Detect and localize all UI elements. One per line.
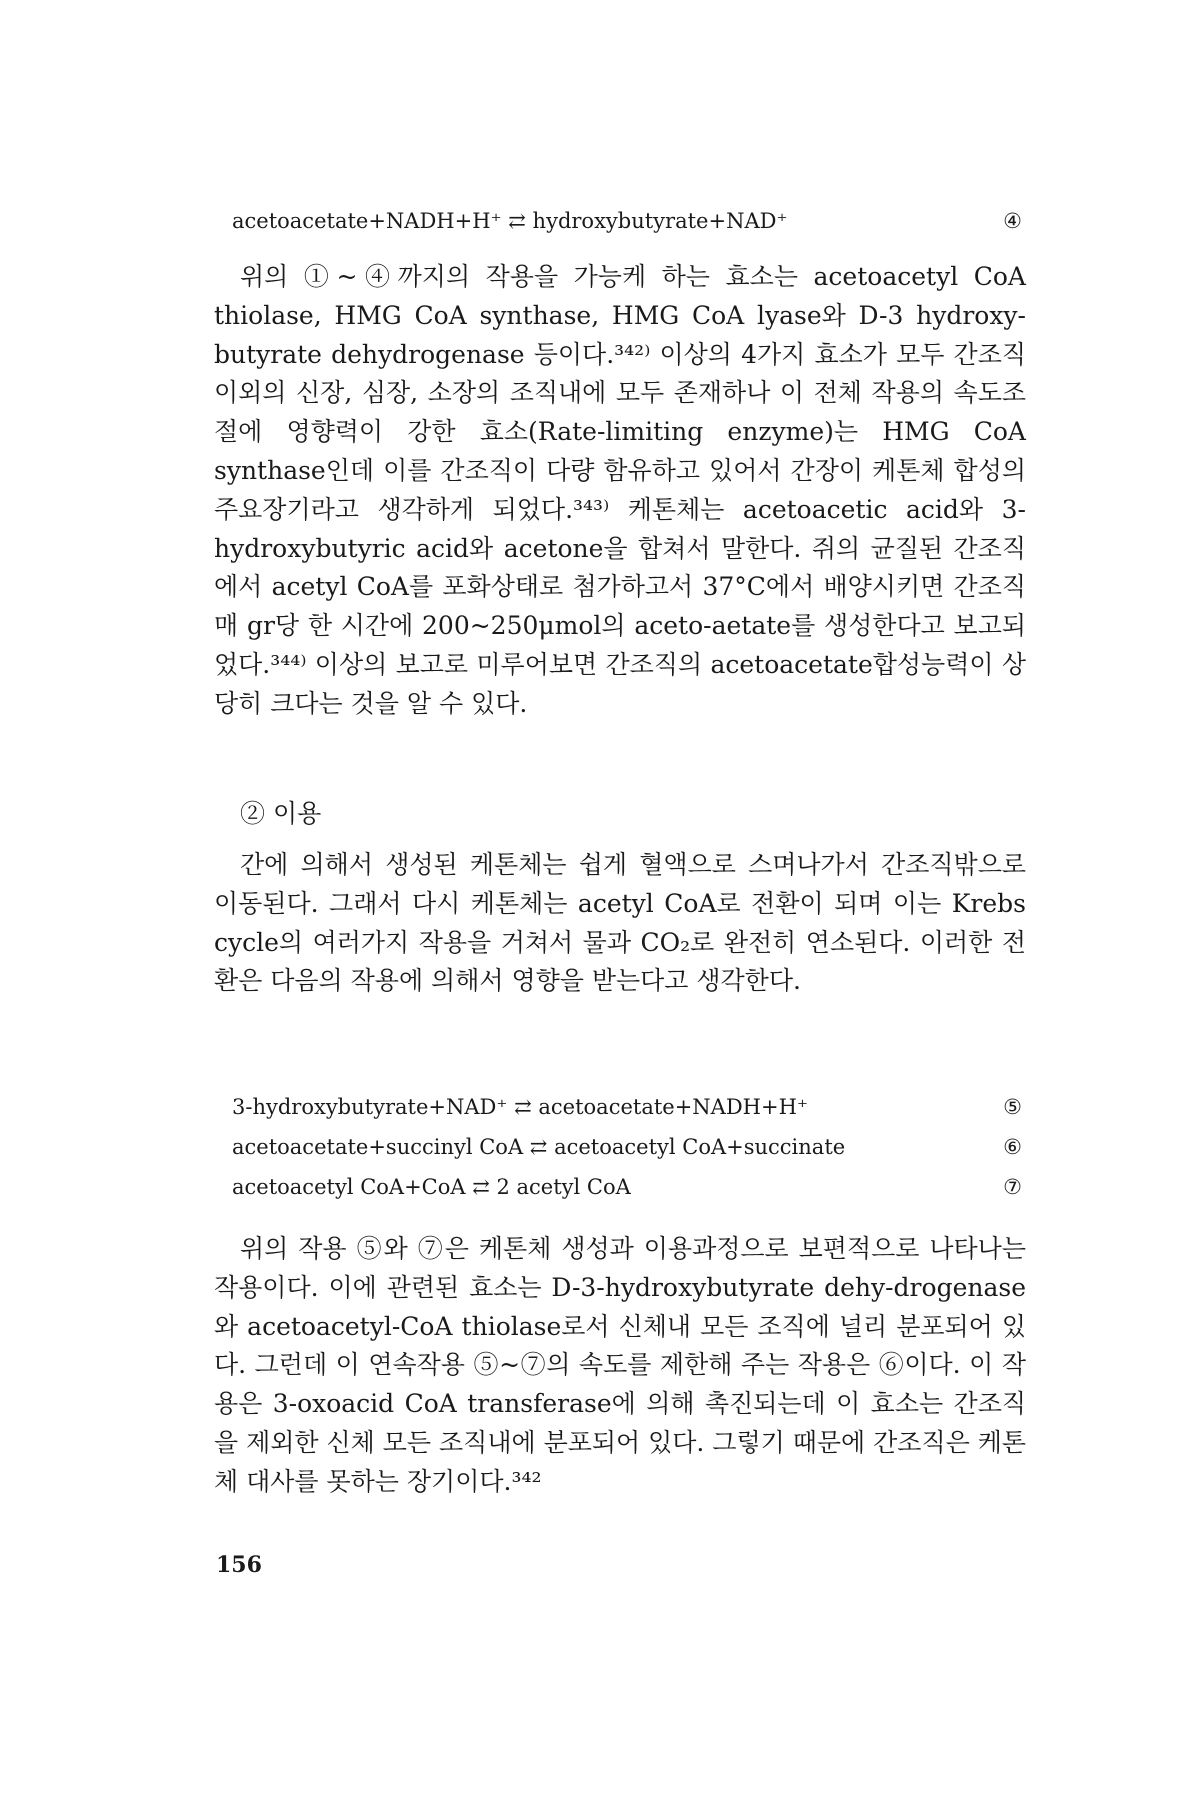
paragraph-enzymes <box>214 258 1026 724</box>
paragraph-text: 위의 작용 ⑤와 ⑦은 케톤체 생성과 이용과정으로 보편적으로 나타나는 작용이다. 이에 관련된 효소는 D-3-hydroxybutyrate dehy-drogenase와 acetoacetyl-CoA thiolase로서 신체내 모든 조직에 널리 분포되어 있다. 그런데 이 연속작용 ⑤~⑦의 속도를 제한해 주는 작용은 ⑥이다. 이 작용은 3-oxoacid CoA transferase에 의해 촉진되는데 이 효소는 간조직을 제외한 신체 모든 조직내에 분포되어 있다. 그렇기 때문에 간조직은 케톤체 대사를 못하는 장기이다.³⁴² <box>214 1234 1026 1496</box>
equation-4 <box>232 206 1022 236</box>
section-heading: ② 이용 <box>240 799 322 828</box>
equation-text: 3-hydroxybutyrate+NAD⁺ ⇄ acetoacetate+NADH+H⁺ <box>232 1095 808 1119</box>
equation-text: acetoacetyl CoA+CoA ⇄ 2 acetyl CoA <box>232 1175 631 1199</box>
equation-text: acetoacetate+NADH+H⁺ ⇄ hydroxybutyrate+NAD⁺ <box>232 209 788 233</box>
equation-7 <box>232 1172 1022 1202</box>
equation-number: ④ <box>1003 209 1022 233</box>
equation-6 <box>232 1132 1022 1162</box>
paragraph-text: 위의 ①~④까지의 작용을 가능케 하는 효소는 acetoacetyl CoA thiolase, HMG CoA synthase, HMG CoA lyase와 D-3 hydroxy-butyrate dehydrogenase 등이다.³⁴²⁾ 이상의 4가지 효소가 모두 간조직 이외의 신장, 심장, 소장의 조직내에 모두 존재하나 이 전체 작용의 속도조절에 영향력이 강한 효소(Rate-limiting enzyme)는 HMG CoA synthase인데 이를 간조직이 다량 함유하고 있어서 간장이 케톤체 합성의 주요장기라고 생각하게 되었다.³⁴³⁾ 케톤체는 acetoacetic acid와 3-hydroxybutyric acid와 acetone을 합쳐서 말한다. 쥐의 균질된 간조직에서 acetyl CoA를 포화상태로 첨가하고서 37°C에서 배양시키면 간조직 매 gr당 한 시간에 200~250μmol의 aceto-aetate를 생성한다고 보고되었다.³⁴⁴⁾ 이상의 보고로 미루어보면 간조직의 acetoacetate합성능력이 상당히 크다는 것을 알 수 있다. <box>214 262 1026 718</box>
equation-number: ⑦ <box>1003 1175 1022 1199</box>
equation-5 <box>232 1092 1022 1122</box>
equation-text: acetoacetate+succinyl CoA ⇄ acetoacetyl CoA+succinate <box>232 1135 846 1159</box>
paragraph-utilization <box>214 846 1026 1001</box>
page-number: 156 <box>216 1552 262 1578</box>
paragraph-rate-limiting <box>214 1230 1026 1502</box>
equation-number: ⑥ <box>1003 1135 1022 1159</box>
paragraph-text: 간에 의해서 생성된 케톤체는 쉽게 혈액으로 스며나가서 간조직밖으로 이동된다. 그래서 다시 케톤체는 acetyl CoA로 전환이 되며 이는 Krebs cycle의 여러가지 작용을 거쳐서 물과 CO₂로 완전히 연소된다. 이러한 전환은 다음의 작용에 의해서 영향을 받는다고 생각한다. <box>214 850 1026 996</box>
equation-number: ⑤ <box>1003 1095 1022 1119</box>
